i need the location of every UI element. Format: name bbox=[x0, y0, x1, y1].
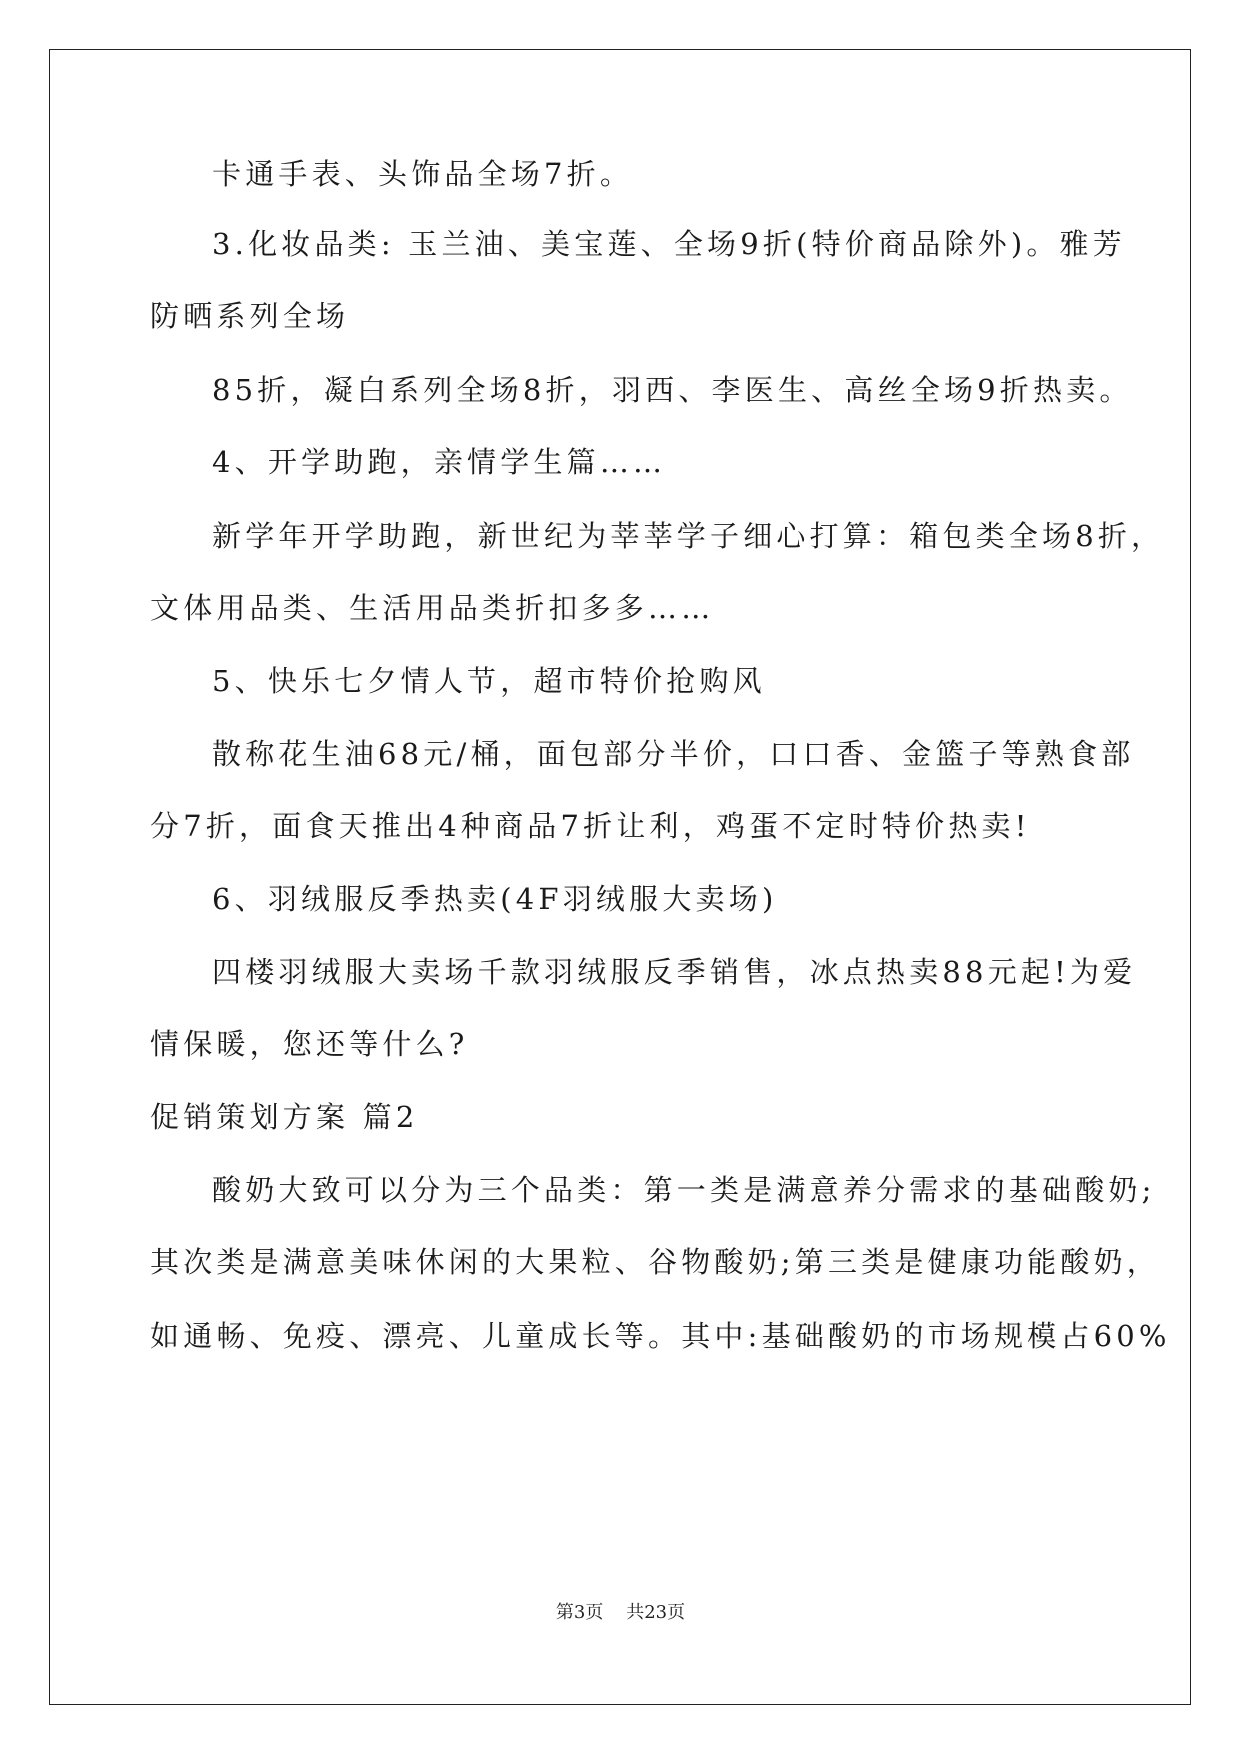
text-line: 新学年开学助跑，新世纪为莘莘学子细心打算：箱包类全场8折， bbox=[212, 519, 1165, 553]
text-line: 5、快乐七夕情人节，超市特价抢购风 bbox=[212, 664, 766, 698]
text-line: 卡通手表、头饰品全场7折。 bbox=[212, 157, 634, 191]
text-line: 酸奶大致可以分为三个品类：第一类是满意养分需求的基础酸奶; bbox=[212, 1173, 1156, 1207]
text-line: 分7折，面食天推出4种商品7折让利，鸡蛋不定时特价热卖! bbox=[150, 809, 1031, 843]
text-line: 四楼羽绒服大卖场千款羽绒服反季销售，冰点热卖88元起!为爱 bbox=[212, 955, 1137, 989]
page-number-footer: 第3页 共23页 bbox=[555, 1602, 686, 1623]
text-line: 散称花生油68元/桶，面包部分半价，口口香、金篮子等熟食部 bbox=[212, 737, 1135, 771]
text-line: 6、羽绒服反季热卖(4F羽绒服大卖场) bbox=[212, 882, 778, 916]
text-line: 4、开学助跑，亲情学生篇…… bbox=[212, 445, 667, 479]
text-line: 文体用品类、生活用品类折扣多多…… bbox=[150, 591, 715, 625]
text-line: 情保暖，您还等什么? bbox=[150, 1027, 469, 1061]
text-line: 85折，凝白系列全场8折，羽西、李医生、高丝全场9折热卖。 bbox=[212, 373, 1133, 407]
text-line: 3.化妆品类: 玉兰油、美宝莲、全场9折(特价商品除外)。雅芳 bbox=[212, 227, 1126, 261]
text-line: 如通畅、免疫、漂亮、儿童成长等。其中:基础酸奶的市场规模占60% bbox=[150, 1319, 1171, 1353]
text-line: 其次类是满意美味休闲的大果粒、谷物酸奶;第三类是健康功能酸奶， bbox=[150, 1245, 1160, 1279]
section-heading: 促销策划方案 篇2 bbox=[150, 1100, 419, 1134]
text-line: 防晒系列全场 bbox=[150, 299, 350, 333]
